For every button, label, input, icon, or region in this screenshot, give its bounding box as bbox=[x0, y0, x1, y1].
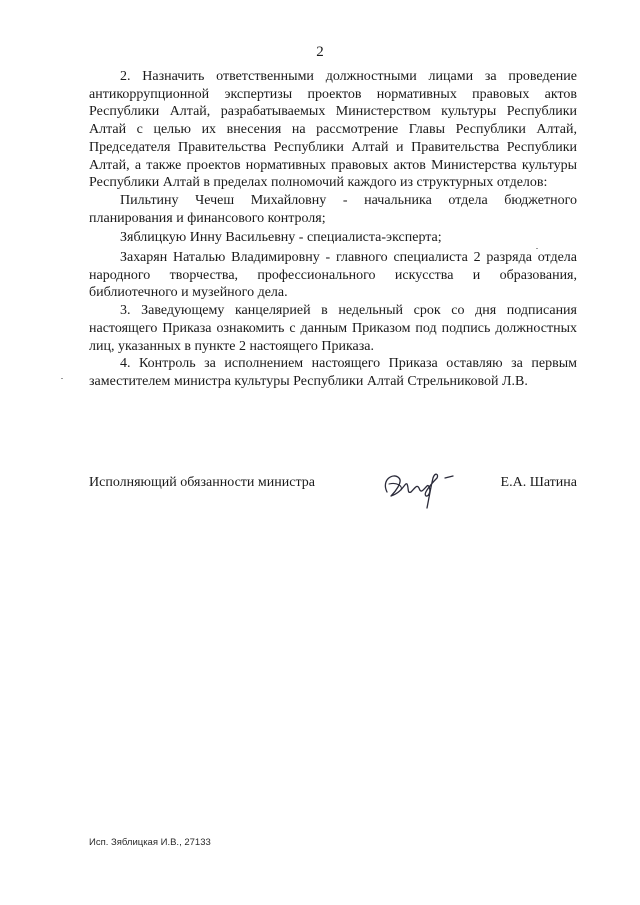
paragraph-item-2: 2. Назначить ответственными должностными лицами за проведение антикоррупционной экспертизы проектов нормативных правовых актов Республики Алтай, разрабатываемых Министерством культуры Республики Алтай с целью их внесения на рассмотрение Главы Республики Алтай, Председателя Правительства Республики Алтай и Правительства Республики Алтай, а также проектов нормативных правовых актов Министерства культуры Республики Алтай в пределах полномочий каждого из структурных отделов: bbox=[89, 69, 577, 191]
scan-speck bbox=[61, 378, 63, 379]
paragraph-responsible-zyablitskaya: Зяблицкую Инну Васильевну - специалиста-эксперта; bbox=[120, 230, 442, 246]
page-number: 2 bbox=[316, 44, 324, 60]
signature-block bbox=[89, 462, 577, 512]
handwritten-signature bbox=[373, 462, 463, 512]
paragraph-item-4: 4. Контроль за исполнением настоящего Приказа оставляю за первым заместителем министра культуры Республики Алтай Стрельниковой Л.В. bbox=[89, 356, 577, 389]
signatory-position: Исполняющий обязанности министра bbox=[89, 475, 315, 490]
executor-note: Исп. Зяблицкая И.В., 27133 bbox=[89, 837, 211, 848]
paragraph-item-3: 3. Заведующему канцелярией в недельный срок со дня подписания настоящего Приказа ознакомить с данным Приказом под подпись должностных лиц, указанных в пункте 2 настоящего Приказа. bbox=[89, 303, 577, 354]
scan-speck bbox=[536, 248, 538, 249]
paragraph-responsible-piltina: Пильтину Чечеш Михайловну - начальника отдела бюджетного планирования и финансового контроля; bbox=[89, 192, 577, 226]
paragraph-responsible-zakharyan: Захарян Наталью Владимировну - главного специалиста 2 разряда отдела народного творчества, профессионального искусства и образования, библиотечного и музейного дела. bbox=[89, 250, 577, 301]
document-body bbox=[89, 68, 577, 391]
signatory-name: Е.А. Шатина bbox=[500, 475, 577, 490]
